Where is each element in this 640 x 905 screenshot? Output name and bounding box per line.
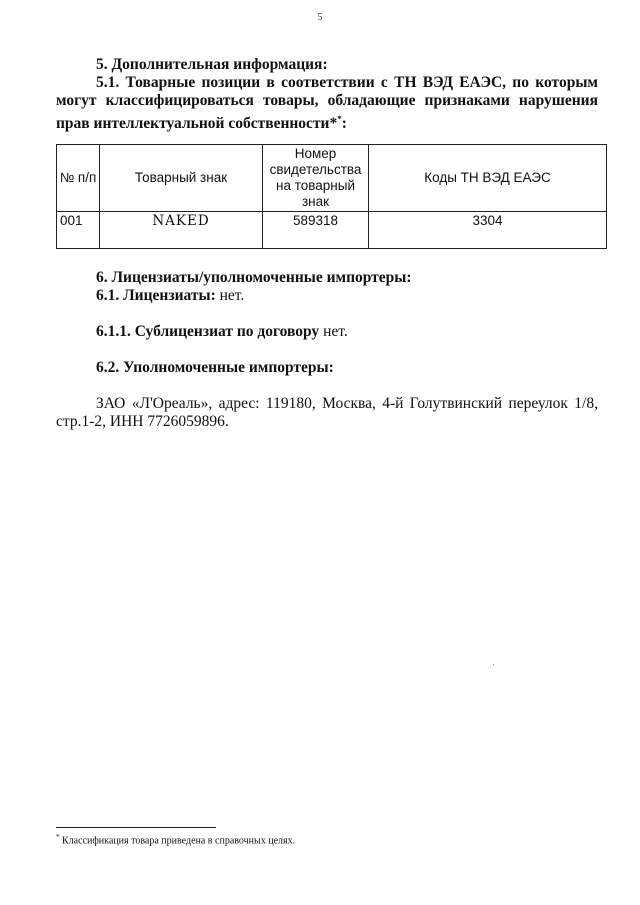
section-6-1-1-value: нет. [319,323,348,341]
section-5-1-line1: 5.1. Товарные позиции в соответствии с ТН ВЭД ЕАЭС, по которым [96,74,598,91]
cell-num: 001 [57,212,100,249]
page-number: 5 [317,12,323,23]
section-6-1-label: 6.1. Лицензиаты: [96,287,216,305]
importer-line1: ЗАО «Л'Ореаль», адрес: 119180, Москва, 4-й Голутвинский переулок 1/8, [96,395,598,413]
footnote-marker: * [56,833,60,841]
footnote-text: Классификация товара приведена в справочных целях. [62,835,296,847]
cell-codes: 3304 [369,212,607,249]
section-6-2-label: 6.2. Уполномоченные импортеры: [96,359,334,377]
cell-cert: 589318 [263,212,369,249]
section-5-title: 5. Дополнительная информация: [96,56,328,73]
section-6-1 [96,287,598,305]
header-cert: Номер свидетельства на товарный знак [263,145,369,212]
section-5 [56,56,598,74]
section-6-1-value: нет. [215,287,245,305]
table-header-row [57,145,607,212]
cell-mark-naked: NAKED [100,212,263,249]
header-mark: Товарный знак [100,145,263,212]
footnote-divider [56,827,216,828]
section-6-1-1-label: 6.1.1. Сублицензиат по договору [96,323,320,341]
section-5-1-line3-text: прав интеллектуальной собственности* [56,115,338,133]
trademark-table [56,144,607,249]
section-6-title: 6. Лицензиаты/уполномоченные импортеры: [96,269,412,287]
document-body [56,56,598,431]
section-5-1-colon: : [341,115,347,133]
table-row [57,212,607,249]
importer-line2: стр.1-2, ИНН 7726059896. [56,413,229,431]
section-6 [56,269,598,377]
footnote-ref: * [337,114,342,124]
section-5-1-line2: могут классифицироваться товары, обладающие признаками нарушения [56,92,598,109]
scan-speck [493,664,494,665]
section-5-1-line3 [56,110,598,133]
header-num: № п/п [57,145,100,212]
header-codes: Коды ТН ВЭД ЕАЭС [369,145,607,212]
footnote [56,833,295,846]
section-6-1-1 [96,323,598,341]
